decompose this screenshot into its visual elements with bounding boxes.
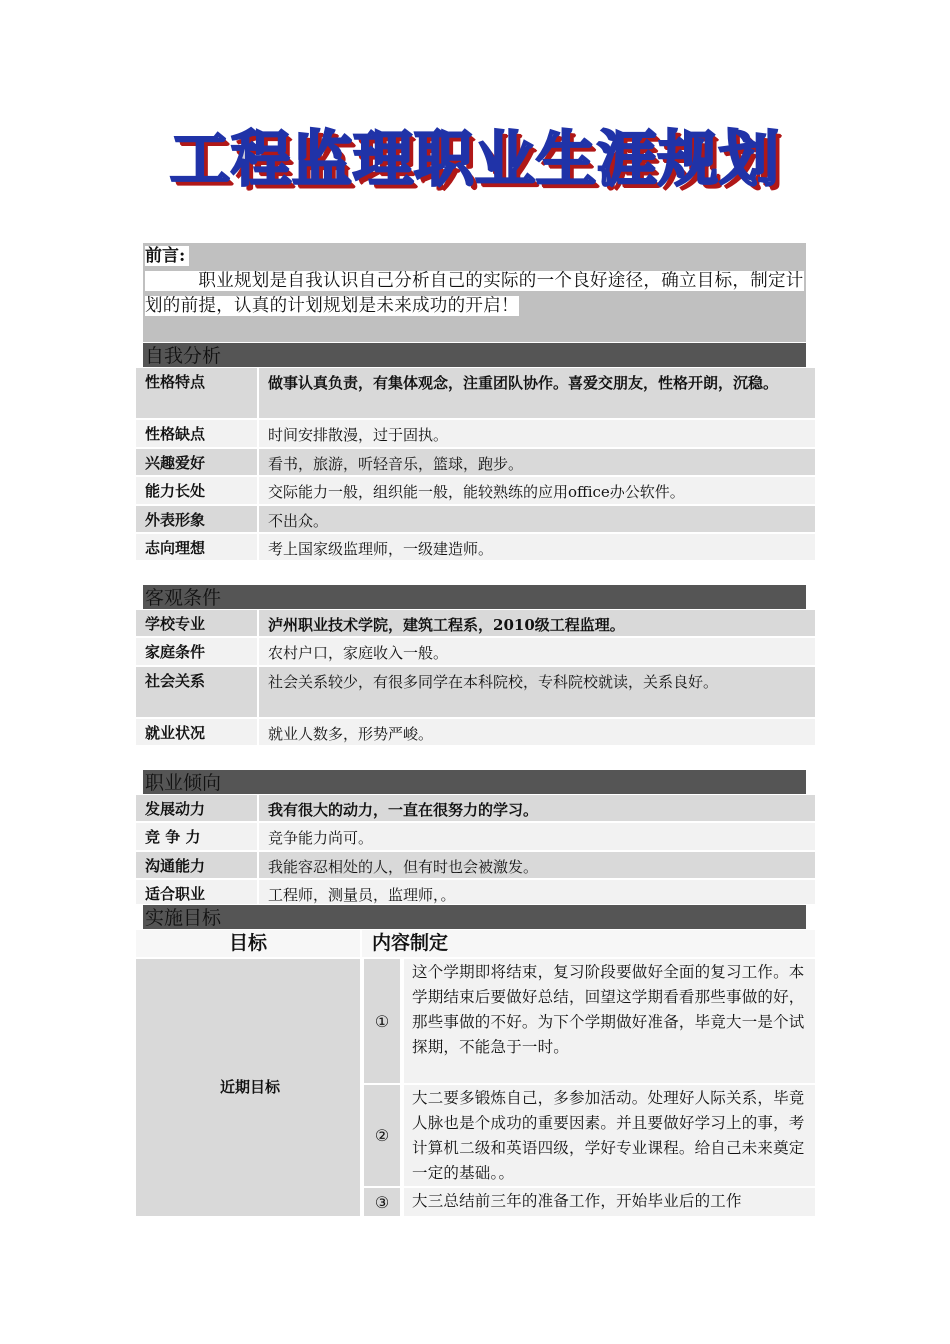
goal-item — [364, 959, 815, 1085]
row-value: 就业人数多，形势严峻。 — [259, 719, 815, 745]
intro-label-text: 前言: — [145, 246, 189, 266]
row-value: 不出众。 — [259, 506, 815, 532]
goal-text: 大二要多锻炼自己，多参加活动。处理好人际关系，毕竟人脉也是个成功的重要因素。并且要做好学习上的事，考计算机二级和英语四级，学好专业课程。给自己未来奠定一定的基础。。 — [404, 1085, 815, 1186]
goal-number: ① — [364, 959, 400, 1083]
goal-text: 大三总结前三年的准备工作，开始毕业后的工作 — [404, 1188, 815, 1216]
row-value: 泸州职业技术学院，建筑工程系，2010级工程监理。 — [259, 610, 815, 636]
row-value: 我能容忍相处的人，但有时也会被激发。 — [259, 852, 815, 878]
goal-number: ② — [364, 1085, 400, 1186]
row-value: 做事认真负责，有集体观念，注重团队协作。喜爱交朋友，性格开朗，沉稳。 — [259, 368, 815, 418]
table-row — [136, 420, 815, 449]
document-title: 工程监理职业生涯规划 — [170, 125, 780, 195]
table-row — [136, 795, 815, 823]
table-row — [136, 534, 815, 562]
row-key: 性格特点 — [136, 368, 257, 418]
row-value: 看书，旅游，听轻音乐，篮球，跑步。 — [259, 449, 815, 475]
table-row — [136, 477, 815, 506]
row-key: 性格缺点 — [136, 420, 257, 447]
row-key: 沟通能力 — [136, 852, 257, 878]
row-key: 学校专业 — [136, 610, 257, 636]
row-value: 交际能力一般，组织能一般，能较熟练的应用office办公软件。 — [259, 477, 815, 504]
row-key: 竞 争 力 — [136, 823, 257, 850]
row-value: 社会关系较少，有很多同学在本科院校，专科院校就读，关系良好。 — [259, 667, 815, 717]
intro-paragraph-text: 职业规划是自我认识自己分析自己的实际的一个良好途径，确立目标，制定计划的前提，认真的计划规划是未来成功的开启！ — [145, 271, 804, 316]
section-header-career: 职业倾向 — [143, 770, 806, 794]
row-value: 竞争能力尚可。 — [259, 823, 815, 850]
row-value: 农村户口，家庭收入一般。 — [259, 638, 815, 665]
table-row — [136, 638, 815, 667]
table-row — [136, 449, 815, 477]
intro-text — [145, 269, 807, 319]
goals-table-header — [136, 930, 815, 957]
section-header-goals: 实施目标 — [143, 905, 806, 929]
column-header-content: 内容制定 — [362, 930, 815, 957]
section-header-self-analysis: 自我分析 — [143, 343, 806, 367]
table-row — [136, 506, 815, 534]
row-key: 发展动力 — [136, 795, 257, 821]
table-row — [136, 852, 815, 880]
goal-number: ③ — [364, 1188, 400, 1216]
goal-item — [364, 1188, 815, 1218]
row-value: 考上国家级监理师，一级建造师。 — [259, 534, 815, 560]
row-value: 我有很大的动力，一直在很努力的学习。 — [259, 795, 815, 821]
table-row — [136, 667, 815, 719]
table-row — [136, 610, 815, 638]
table-row — [136, 880, 815, 906]
row-key: 外表形象 — [136, 506, 257, 532]
row-value: 时间安排散漫，过于固执。 — [259, 420, 815, 447]
goal-item — [364, 1085, 815, 1188]
near-term-goal-label: 近期目标 — [136, 959, 360, 1216]
table-row — [136, 823, 815, 852]
intro-label — [143, 243, 808, 267]
row-value: 工程师，测量员，监理师，。 — [259, 880, 815, 904]
row-key: 家庭条件 — [136, 638, 257, 665]
goal-text: 这个学期即将结束，复习阶段要做好全面的复习工作。本学期结束后要做好总结，回望这学期看看那些事做的好，那些事做的不好。为下个学期做好准备，毕竟大一是个试探期，不能急于一时。 — [404, 959, 815, 1083]
table-row — [136, 368, 815, 420]
row-key: 兴趣爱好 — [136, 449, 257, 475]
row-key: 适合职业 — [136, 880, 257, 904]
row-key: 志向理想 — [136, 534, 257, 560]
table-row — [136, 719, 815, 747]
row-key: 社会关系 — [136, 667, 257, 717]
column-header-goal: 目标 — [136, 930, 360, 957]
section-header-objective: 客观条件 — [143, 585, 806, 609]
row-key: 就业状况 — [136, 719, 257, 745]
intro-paragraph — [145, 271, 804, 316]
row-key: 能力长处 — [136, 477, 257, 504]
